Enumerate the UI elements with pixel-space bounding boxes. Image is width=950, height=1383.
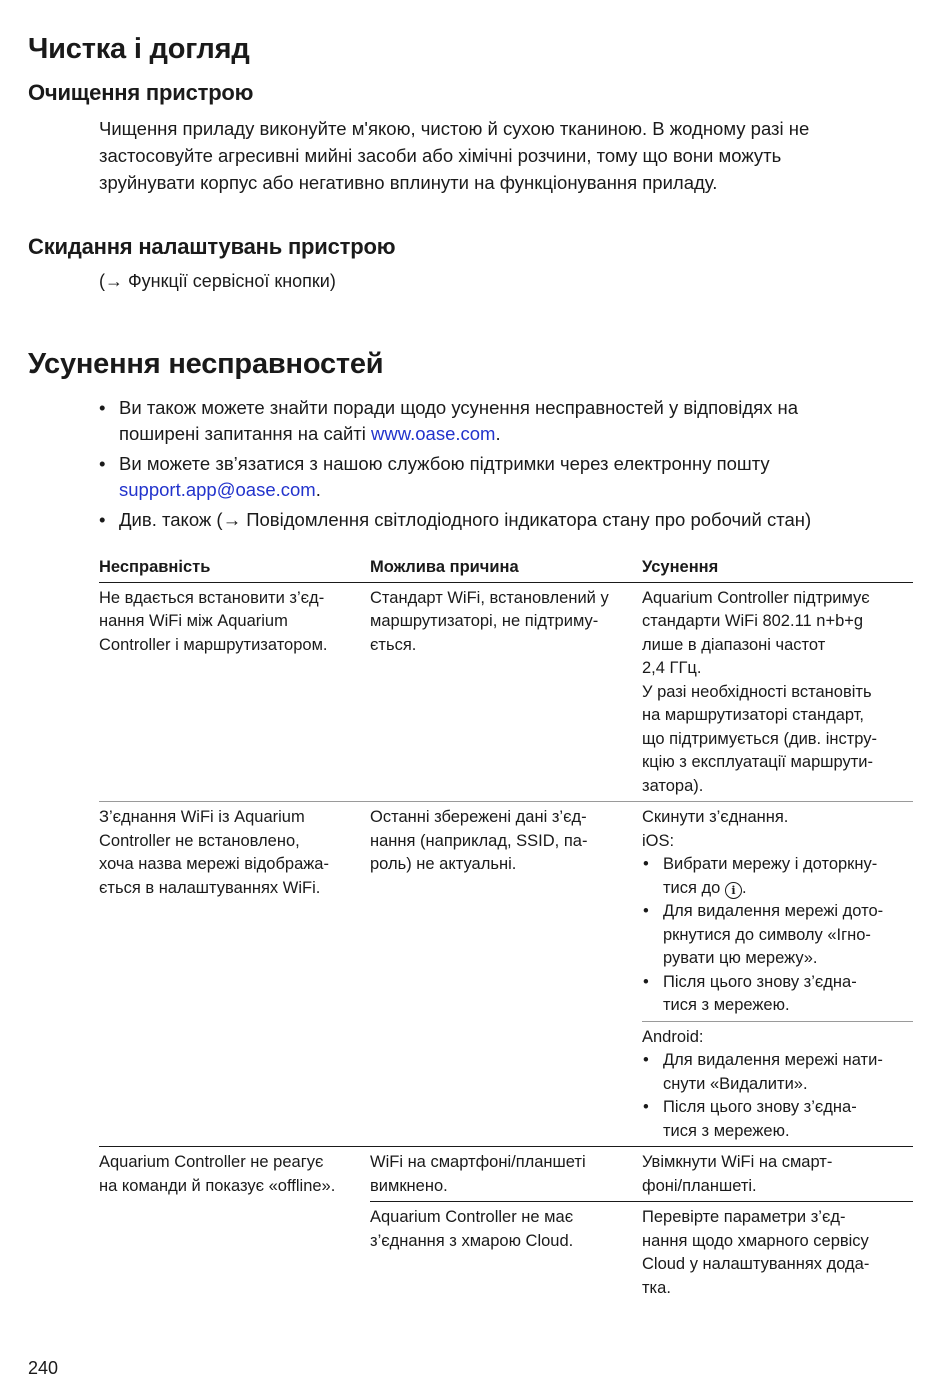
bullet-led-reference — [99, 507, 909, 533]
text-line: З’єднання WiFi із Aquarium — [99, 808, 305, 826]
bullet-support-email — [99, 451, 909, 503]
list-item — [642, 971, 907, 1018]
text-line: тка. — [642, 1278, 671, 1297]
bullet-dot-icon: • — [643, 902, 649, 920]
text-line — [663, 877, 907, 901]
fault-cell — [99, 1147, 370, 1304]
text-line: тися з мережею. — [663, 996, 790, 1014]
fault-cell — [99, 582, 370, 802]
cause-cell — [370, 582, 642, 802]
fix-cell — [642, 1147, 913, 1202]
text-line: Не вдається встановити з’єд- — [99, 588, 325, 607]
text-line: нання щодо хмарного сервісу — [642, 1231, 869, 1250]
text-line: стандарти WiFi 802.11 n+b+g — [642, 612, 864, 630]
list-item — [642, 853, 907, 900]
text-line: рувати цю мережу». — [663, 949, 818, 967]
bullet-dot-icon: • — [643, 855, 649, 873]
text-line — [119, 477, 909, 503]
text-line: снути «Видалити». — [663, 1074, 808, 1093]
list-item — [642, 1096, 907, 1143]
android-label: Android: — [642, 1027, 704, 1046]
page-number: 240 — [28, 1358, 59, 1378]
fault-cell — [99, 802, 370, 1147]
support-email-link[interactable]: support.app@oase.com — [119, 479, 316, 500]
bullet-dot-icon: • — [99, 509, 106, 530]
website-link[interactable]: www.oase.com — [371, 423, 496, 444]
text-line: з’єднання з хмарою Cloud. — [370, 1231, 574, 1250]
text-line: кцію з експлуатації маршрути- — [642, 753, 873, 771]
text-line: маршрутизаторі, не підтриму- — [370, 612, 599, 630]
troubleshooting-table — [99, 555, 913, 1303]
text-line: Controller і маршрутизатором. — [99, 635, 328, 654]
text-line: що підтримується (див. інстру- — [642, 729, 878, 748]
header-cause: Можлива причина — [370, 555, 642, 582]
text-fragment: . — [315, 479, 321, 500]
text-line: У разі необхідності встановіть — [642, 682, 872, 701]
troubleshooting-bullets — [99, 395, 909, 537]
text-line: зруйнувати корпус або негативно вплинути на функціонування приладу. — [99, 172, 718, 193]
fix-cell-android — [642, 1021, 913, 1147]
bullet-dot-icon: • — [643, 972, 649, 991]
bullet-dot-icon: • — [99, 397, 106, 418]
text-line: тися з мережею. — [663, 1121, 790, 1140]
bullet-dot-icon: • — [643, 1098, 649, 1116]
text-line: Увімкнути WiFi на смарт- — [642, 1153, 833, 1171]
text-line: Вибрати мережу і доторкну- — [663, 855, 878, 873]
fix-cell-ios — [642, 802, 913, 1022]
text-line: ється. — [370, 635, 417, 654]
section-title-care: Чистка і догляд — [28, 33, 250, 65]
text-line: Aquarium Controller не реагує — [99, 1153, 324, 1171]
reset-cross-reference[interactable]: (→ Функції сервісної кнопки) — [99, 271, 336, 291]
text-line: Aquarium Controller не має — [370, 1208, 574, 1226]
text-line: фоні/планшеті. — [642, 1176, 757, 1195]
text-line: затора). — [642, 776, 704, 795]
text-line: роль) не актуальні. — [370, 855, 517, 873]
text-line: на команди й показує «offline». — [99, 1176, 336, 1195]
text-line: Після цього знову з’єдна- — [663, 972, 857, 991]
text-line: на маршрутизаторі стандарт, — [642, 706, 865, 724]
text-line: нання WiFi між Aquarium — [99, 612, 288, 630]
header-fault: Несправність — [99, 555, 370, 582]
table-row — [99, 802, 913, 1022]
text-line: Перевірте параметри з’єд- — [642, 1208, 846, 1226]
text-line: WiFi на смартфоні/планшеті — [370, 1153, 586, 1171]
table-row — [99, 582, 913, 802]
text-line: Чищення приладу виконуйте м'якою, чистою й сухою тканиною. В жодному разі не — [99, 118, 810, 139]
bullet-dot-icon: • — [643, 1051, 649, 1069]
text-fragment: . — [741, 878, 747, 897]
cleaning-paragraph — [99, 115, 899, 196]
table-row — [99, 1147, 913, 1202]
table-header-row — [99, 555, 913, 582]
text-fragment: поширені запитання на сайті — [119, 423, 372, 444]
cause-cell — [370, 1147, 642, 1202]
section-title-troubleshooting: Усунення несправностей — [28, 348, 384, 380]
cause-cell — [370, 802, 642, 1147]
text-line: лише в діапазоні частот — [642, 635, 826, 654]
text-line: Ви можете зв’язатися з нашою службою підтримки через електронну пошту — [119, 453, 770, 474]
text-line: Aquarium Controller підтримує — [642, 588, 870, 607]
text-line — [119, 421, 909, 447]
text-line: ркнутися до символу «Ігно- — [663, 925, 871, 944]
text-line: Для видалення мережі нати- — [663, 1051, 883, 1069]
text-line: ється в налаштуваннях WiFi. — [99, 878, 321, 897]
led-cross-reference[interactable]: Див. також (→ Повідомлення світлодіодного індикатора стану про робочий стан) — [119, 509, 812, 530]
list-item — [642, 1049, 907, 1096]
header-fix: Усунення — [642, 555, 913, 582]
ios-steps — [642, 853, 907, 1018]
fix-cell — [642, 582, 913, 802]
text-fragment: тися до — [663, 878, 725, 897]
text-line: Controller не встановлено, — [99, 831, 300, 850]
text-line: нання (наприклад, SSID, па- — [370, 831, 588, 850]
text-line: Стандарт WiFi, встановлений у — [370, 588, 609, 607]
text-line: хоча назва мережі відобража- — [99, 855, 329, 873]
bullet-faq — [99, 395, 909, 447]
text-line: Cloud у налаштуваннях дода- — [642, 1255, 870, 1273]
list-item — [642, 900, 907, 971]
text-line: застосовуйте агресивні мийні засоби або хімічні розчини, тому що вони можуть — [99, 145, 782, 166]
text-line: Після цього знову з’єдна- — [663, 1098, 857, 1116]
text-line: вимкнено. — [370, 1176, 448, 1195]
text-line: Скинути з’єднання. — [642, 808, 789, 826]
heading-device-cleaning: Очищення пристрою — [28, 80, 254, 105]
heading-device-reset: Скидання налаштувань пристрою — [28, 234, 396, 259]
fix-cell — [642, 1202, 913, 1304]
ios-label: iOS: — [642, 831, 675, 850]
text-line: Останні збережені дані з’єд- — [370, 808, 587, 826]
text-fragment: . — [495, 423, 501, 444]
android-steps — [642, 1049, 907, 1143]
text-line: 2,4 ГГц. — [642, 659, 702, 677]
info-icon: i — [725, 882, 742, 899]
text-line: Для видалення мережі дото- — [663, 902, 884, 920]
text-line: Ви також можете знайти поради щодо усунення несправностей у відповідях на — [119, 397, 799, 418]
bullet-dot-icon: • — [99, 453, 106, 474]
cause-cell — [370, 1202, 642, 1304]
